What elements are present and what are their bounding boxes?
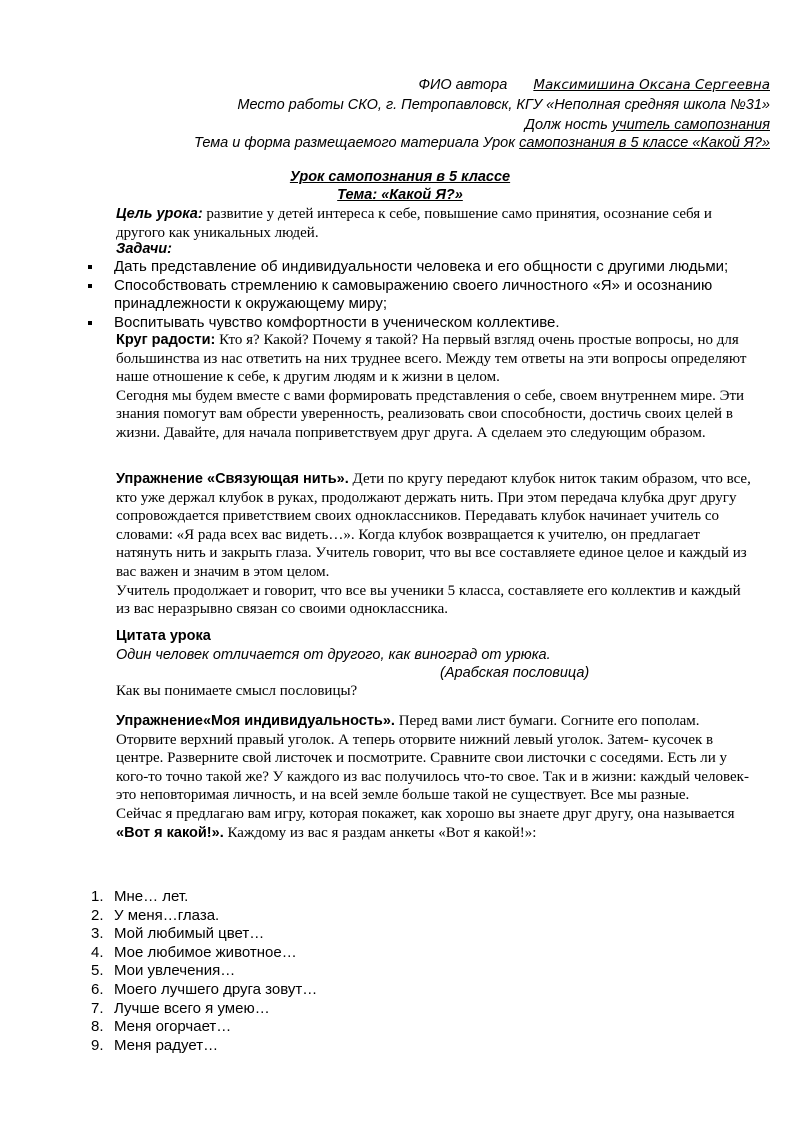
goal-text: развитие у детей интереса к себе, повышение само принятия, осознание себя и другого как уникальных людей.	[116, 206, 712, 241]
list-item: 4. Мое любимое животное…	[91, 943, 297, 961]
list-item: 1. Мне… лет.	[91, 888, 189, 905]
list-item: Дать представление об индивидуальности человека и его общности с другими людьми;	[88, 258, 768, 277]
quote-text: Один человек отличается от другого, как виноград от урюка.	[116, 647, 551, 663]
material-line	[194, 135, 770, 151]
exercise1-paragraph	[116, 470, 756, 619]
list-item: 2. У меня…глаза.	[91, 906, 220, 924]
circle-label: Круг радости:	[116, 332, 216, 348]
list-item: 3. Мой любимый цвет…	[91, 925, 265, 943]
circle-paragraph	[116, 331, 756, 443]
position-value: учитель самопознания	[611, 117, 770, 133]
exercise1-text-2: Учитель продолжает и говорит, что все вы ученики 5 класса, составляете его коллектив и каждый из вас неразрывно связан со своими одноклассника.	[116, 582, 741, 618]
quote-title: Цитата урока	[116, 628, 211, 644]
exercise2-paragraph	[116, 712, 756, 842]
list-item: 5. Мои увлечения…	[91, 962, 236, 980]
list-item: 6. Моего лучшего друга зовут…	[91, 980, 318, 998]
author-name: Максимишина Оксана Сергеевна	[533, 77, 770, 93]
exercise2-text: Перед вами лист бумаги. Согните его пополам. Оторвите верхний правый уголок. А теперь оторвите нижний левый уголок. Затем- кусочек в центре. Разверните свой листочек и посмотрите. Сравните свои листочки с соседями. Есть ли у кого-то точно такой же? У каждого из вас получилось что-то свое. Так и в жизни: каждый человек-это неповторимая личность, и на всей земле больше такой не существует. Все мы разные.	[116, 713, 749, 804]
material-value: самопознания в 5 классе «Какой Я?»	[519, 135, 770, 151]
tasks-heading	[116, 240, 756, 259]
list-item: Воспитывать чувство комфортности в ученическом коллективе.	[88, 314, 768, 333]
bullet-icon	[88, 321, 92, 325]
exercise1-text: Дети по кругу передают клубок ниток таким образом, что все, кто уже держал клубок в руках, продолжают держать нить. При этом передача клубка друг другу сопровождается приветствием своих одноклассников. Передавать клубок начинает учитель со словами: «Я рада всех вас видеть…». Когда клубок возвращается к учителю, он предлагает натянуть нить и закрыть глаза. Учитель говорит, что вы все составляете единое целое и каждый из вас важен и значим в этом целом.	[116, 471, 751, 580]
list-item: 8. Меня огорчает…	[91, 1018, 232, 1036]
tasks-list	[88, 258, 768, 332]
game-name: «Вот я какой!».	[116, 824, 224, 841]
exercise2-label: Упражнение«Моя индивидуальность».	[116, 713, 395, 729]
exercise1-label: Упражнение «Связующая нить».	[116, 471, 349, 487]
position-label: Долж ность	[524, 117, 612, 133]
material-label: Тема и форма размещаемого материала Урок	[193, 135, 520, 151]
quote-source: (Арабская пословица)	[440, 665, 590, 681]
author-line	[418, 77, 770, 93]
lesson-topic: Тема: «Какой Я?»	[337, 187, 463, 203]
circle-text: Кто я? Какой? Почему я такой? На первый взгляд очень простые вопросы, но для большинства из нас ответить на них труднее всего. Между тем ответы на эти вопросы определяют наше отношение к себе, к другим людям и к жизни в целом.	[116, 332, 747, 386]
list-item: 7. Лучше всего я умею…	[91, 999, 270, 1017]
workplace-line: Место работы СКО, г. Петропавловск, КГУ «Неполная средняя школа №31»	[237, 97, 770, 113]
bullet-icon	[88, 284, 92, 288]
list-item: Способствовать стремлению к самовыражению своего личностного «Я» и осознанию принадлежности к окружающему миру;	[88, 277, 768, 314]
exercise2-text-2b: Каждому из вас я раздам анкеты «Вот я какой!»:	[223, 824, 537, 841]
goal-label: Цель урока:	[116, 206, 203, 222]
circle-text-2: Сегодня мы будем вместе с вами формировать представления о себе, своем внутреннем мире. Эти знания помогут вам обрести уверенность, реализовать свои способности, достичь своих целей в жизни. Давайте, для начала поприветствуем друг друга. А сделаем это следующим образом.	[116, 387, 745, 441]
list-item: 9. Меня радует…	[91, 1036, 219, 1054]
position-line	[525, 117, 770, 133]
tasks-label: Задачи:	[116, 241, 172, 257]
goal-paragraph	[116, 205, 756, 242]
exercise2-text-2a: Сейчас я предлагаю вам игру, которая покажет, как хорошо вы знаете друг другу, она называется	[116, 805, 735, 822]
quote-question: Как вы понимаете смысл пословицы?	[116, 683, 358, 699]
bullet-icon	[88, 265, 92, 269]
lesson-title: Урок самопознания в 5 классе	[289, 169, 511, 185]
author-label: ФИО автора	[418, 77, 508, 93]
questionnaire-list	[88, 888, 317, 1055]
